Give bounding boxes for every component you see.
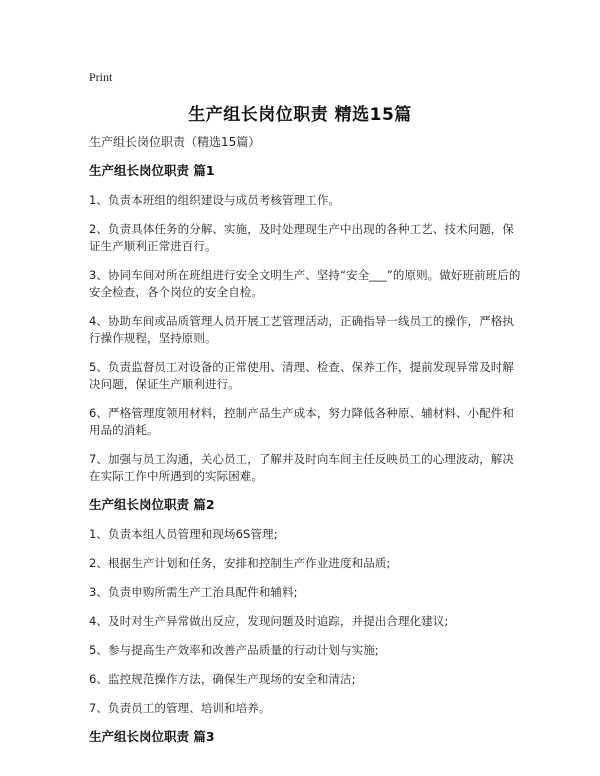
section-heading: 生产组长岗位职责 篇3 (89, 729, 215, 744)
section-3 (89, 729, 521, 745)
duty-item: 7、负责员工的管理、培训和培养。 (89, 701, 271, 715)
document-body (89, 134, 521, 758)
duty-item: 1、负责本班组的组织建设与成员考核管理工作。 (89, 193, 341, 207)
duty-item: 3、协同车间对所在班组进行安全文明生产、坚持“安全___”的原则。做好班前班后的安全检查，各个岗位的安全自检。 (89, 268, 521, 299)
duty-item: 6、监控规范操作方法，确保生产现场的安全和清洁; (89, 672, 356, 686)
print-link[interactable]: Print (89, 70, 113, 84)
duty-item: 6、严格管理度领用材料，控制产品生产成本，努力降低各种原、辅材料、小配件和用品的消耗。 (89, 406, 515, 437)
document-title: 生产组长岗位职责 精选15篇 (188, 105, 412, 125)
duty-item: 4、协助车间或品质管理人员开展工艺管理活动，正确指导一线员工的操作，严格执行操作规程，坚持原则。 (89, 314, 515, 345)
duty-item: 7、加强与员工沟通，关心员工，了解并及时向车间主任反映员工的心理波动，解决在实际工作中所遇到的实际困难。 (89, 452, 515, 483)
document-subtitle: 生产组长岗位职责（精选15篇） (89, 135, 261, 149)
duty-item: 5、参与提高生产效率和改善产品质量的行动计划与实施; (89, 643, 379, 657)
duty-item: 4、及时对生产异常做出反应，发现问题及时追踪，并提出合理化建议; (89, 614, 449, 628)
duty-item: 2、负责具体任务的分解、实施，及时处理现生产中出现的各种工艺、技术问题，保证生产顺利正常进百行。 (89, 222, 515, 253)
duty-item: 2、根据生产计划和任务，安排和控制生产作业进度和品质; (89, 556, 391, 570)
section-1 (89, 163, 521, 485)
section-heading: 生产组长岗位职责 篇2 (89, 497, 215, 512)
section-2 (89, 497, 521, 717)
section-heading: 生产组长岗位职责 篇1 (89, 163, 215, 178)
duty-item: 1、负责本组人员管理和现场6S管理; (89, 527, 278, 541)
duty-item: 5、负责监督员工对设备的正常使用、清理、检查、保养工作，提前发现异常及时解决问题，保证生产顺利进行。 (89, 360, 515, 391)
duty-item: 3、负责申购所需生产工治具配件和辅料; (89, 585, 298, 599)
